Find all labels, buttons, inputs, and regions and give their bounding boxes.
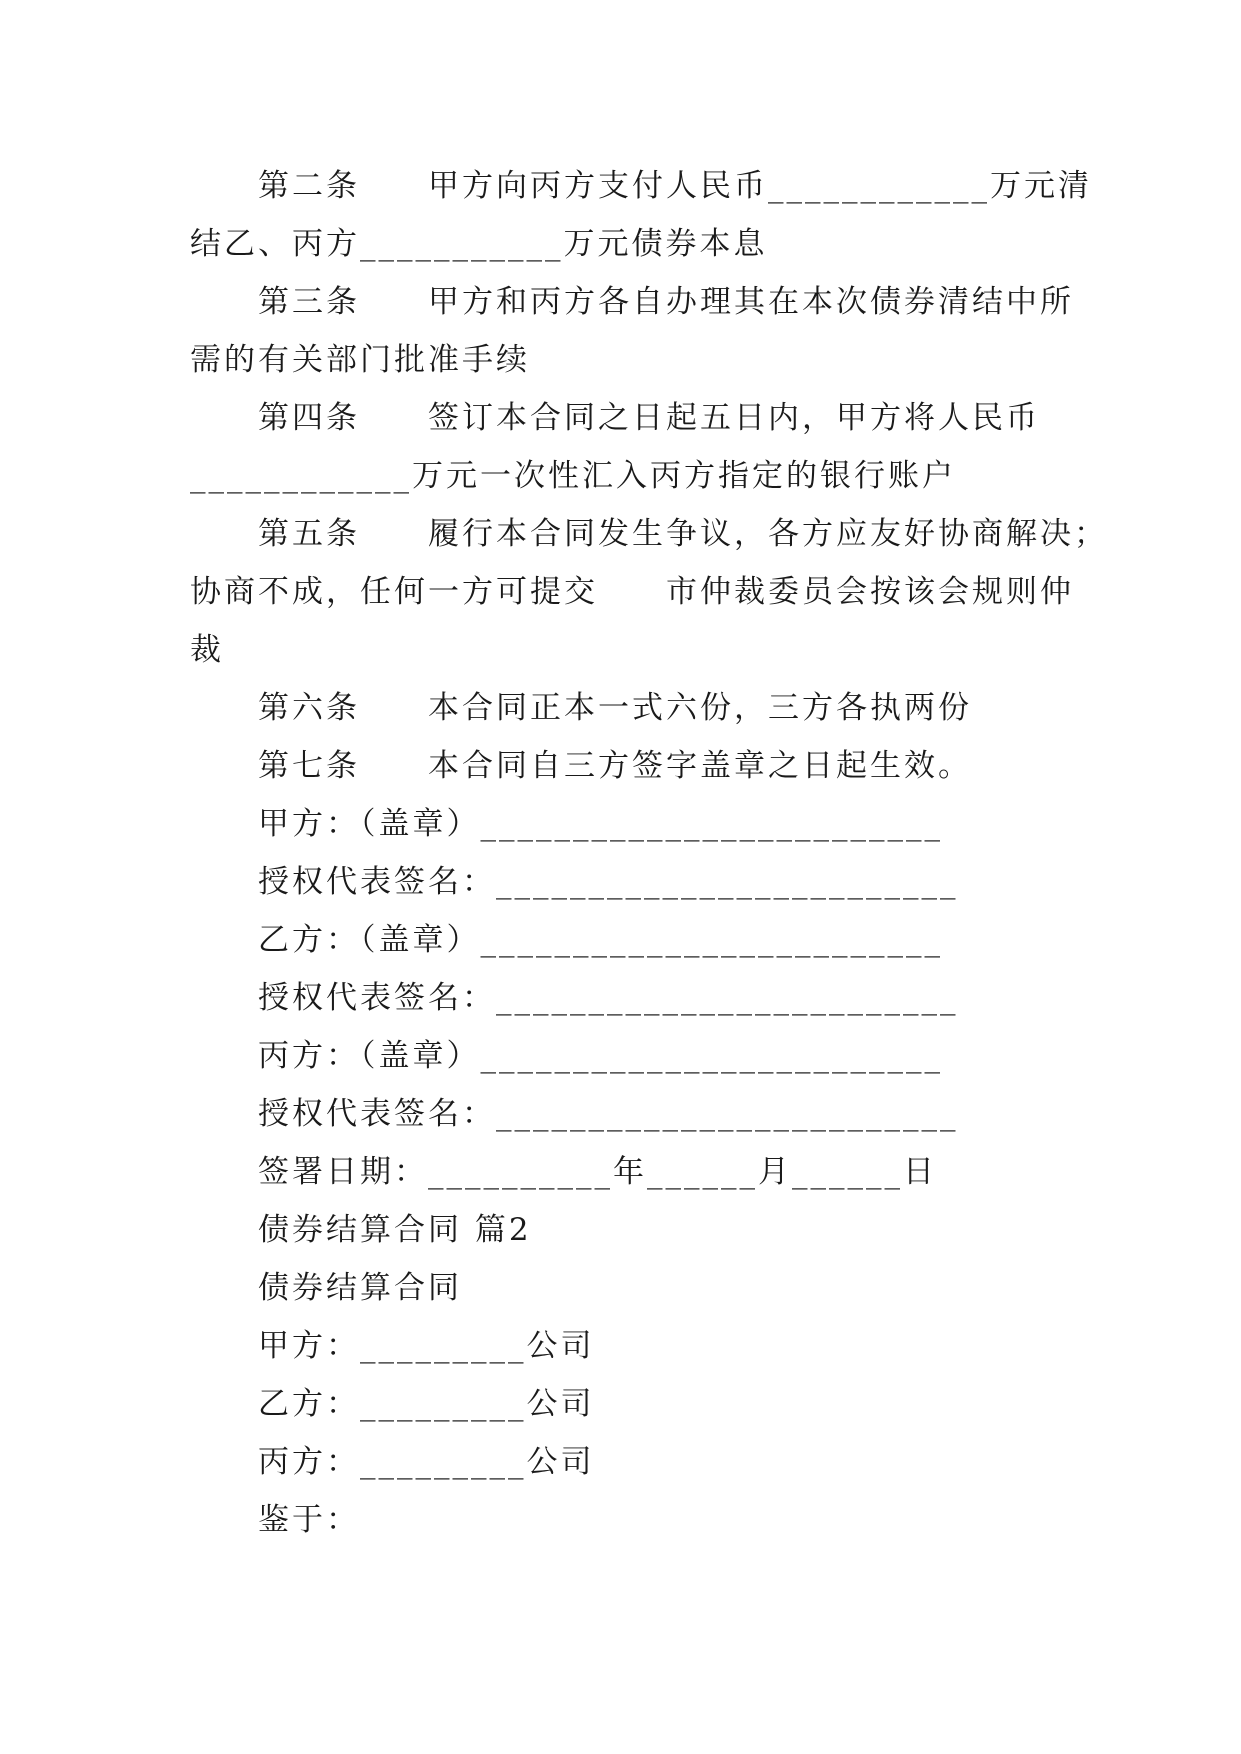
article-5-line-3: 裁 (190, 632, 224, 668)
article-2-line-1: 第二条 甲方向丙方支付人民币____________万元清 (258, 168, 1092, 204)
signing-date: 签署日期：__________年______月______日 (258, 1154, 937, 1190)
party-a-signature: 授权代表签名：_________________________ (258, 864, 959, 900)
article-4-line-2: ____________万元一次性汇入丙方指定的银行账户 (190, 458, 956, 494)
article-2-line-2: 结乙、丙方___________万元债券本息 (190, 226, 768, 262)
party-c-signature: 授权代表签名：_________________________ (258, 1096, 959, 1132)
party-a-line: 甲方：_________公司 (258, 1328, 595, 1364)
party-b-signature: 授权代表签名：_________________________ (258, 980, 959, 1016)
party-b-seal: 乙方：（盖章）_________________________ (258, 922, 943, 958)
article-6: 第六条 本合同正本一式六份，三方各执两份 (258, 690, 972, 726)
party-c-line: 丙方：_________公司 (258, 1444, 595, 1480)
whereas-line: 鉴于： (258, 1502, 360, 1538)
article-3-line-2: 需的有关部门批准手续 (190, 342, 530, 378)
article-5-line-1: 第五条 履行本合同发生争议，各方应友好协商解决； (258, 516, 1108, 552)
article-5-line-2: 协商不成，任何一方可提交 市仲裁委员会按该会规则仲 (190, 574, 1074, 610)
party-c-seal: 丙方：（盖章）_________________________ (258, 1038, 943, 1074)
party-a-seal: 甲方：（盖章）_________________________ (258, 806, 943, 842)
section-title: 债券结算合同 篇2 (258, 1212, 532, 1248)
article-3-line-1: 第三条 甲方和丙方各自办理其在本次债券清结中所 (258, 284, 1074, 320)
party-b-line: 乙方：_________公司 (258, 1386, 595, 1422)
article-4-line-1: 第四条 签订本合同之日起五日内，甲方将人民币 (258, 400, 1040, 436)
contract-title: 债券结算合同 (258, 1270, 462, 1306)
article-7: 第七条 本合同自三方签字盖章之日起生效。 (258, 748, 972, 784)
